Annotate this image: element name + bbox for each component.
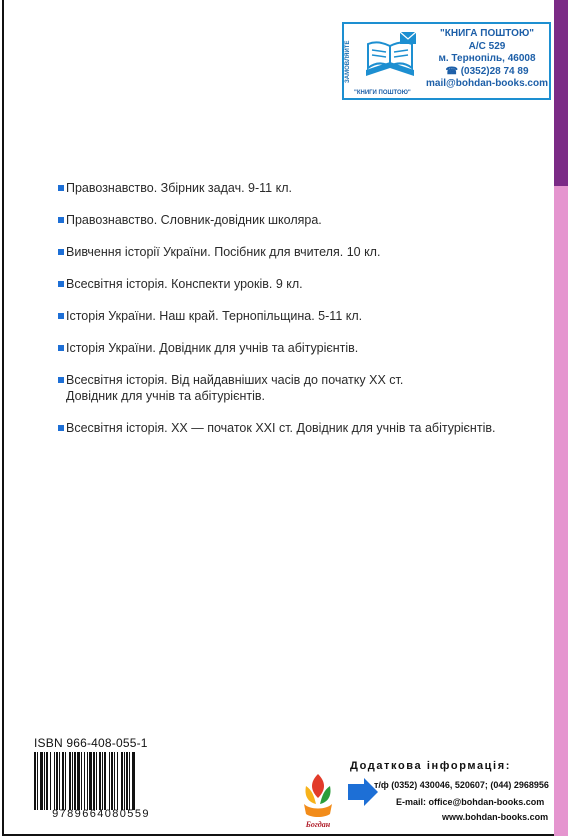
list-item: Вивчення історії України. Посібник для вчителя. 10 кл. xyxy=(58,244,553,260)
info-phone: т/ф (0352) 430046, 520607; (044) 2968956 xyxy=(374,780,549,790)
bullet-icon xyxy=(58,345,64,351)
isbn-number: ISBN 966-408-055-1 xyxy=(34,736,148,750)
publisher-logo xyxy=(300,770,336,832)
order-caption: "КНИГИ ПОШТОЮ" xyxy=(354,90,411,96)
info-website: www.bohdan-books.com xyxy=(442,812,549,822)
order-by-mail-box xyxy=(342,22,551,100)
order-phone: ☎ (0352)28 74 89 xyxy=(445,65,529,77)
bullet-icon xyxy=(58,425,64,431)
order-email: mail@bohdan-books.com xyxy=(426,78,548,89)
book-list xyxy=(58,180,553,452)
side-stripe-dark xyxy=(554,0,568,186)
bullet-icon xyxy=(58,281,64,287)
list-item: Всесвітня історія. Конспекти уроків. 9 кл. xyxy=(58,276,553,292)
list-item: Історія України. Наш край. Тернопільщина. 5-11 кл. xyxy=(58,308,553,324)
publisher-logo-text: Богдан xyxy=(305,820,331,829)
list-item: Правознавство. Збірник задач. 9-11 кл. xyxy=(58,180,553,196)
bullet-icon xyxy=(58,377,64,383)
info-email: E-mail: office@bohdan-books.com xyxy=(396,797,545,807)
bullet-icon xyxy=(58,249,64,255)
additional-info xyxy=(344,760,554,834)
list-item: Правознавство. Словник-довідник школяра. xyxy=(58,212,553,228)
order-side-label: ЗАМОВЛЯЙТЕ xyxy=(345,40,351,84)
list-item: Історія України. Довідник для учнів та абітурієнтів. xyxy=(58,340,553,356)
bullet-icon xyxy=(58,185,64,191)
list-item: Всесвітня історія. Від найдавніших часів до початку ХХ ст. Довідник для учнів та абітурієнтів. xyxy=(58,372,553,404)
bullet-icon xyxy=(58,313,64,319)
order-city: м. Тернопіль, 46008 xyxy=(438,53,536,64)
info-title: Додаткова інформація: xyxy=(350,760,511,772)
order-title: "КНИГА ПОШТОЮ" xyxy=(440,28,534,39)
side-stripe-light xyxy=(554,186,568,836)
open-books-icon xyxy=(360,30,420,90)
list-item: Всесвітня історія. ХХ — початок ХХІ ст. Довідник для учнів та абітурієнтів. xyxy=(58,420,553,436)
barcode-digits: 9789664080559 xyxy=(52,808,150,820)
order-contact-text xyxy=(424,28,550,91)
order-po-box: А/С 529 xyxy=(468,40,506,52)
bullet-icon xyxy=(58,217,64,223)
